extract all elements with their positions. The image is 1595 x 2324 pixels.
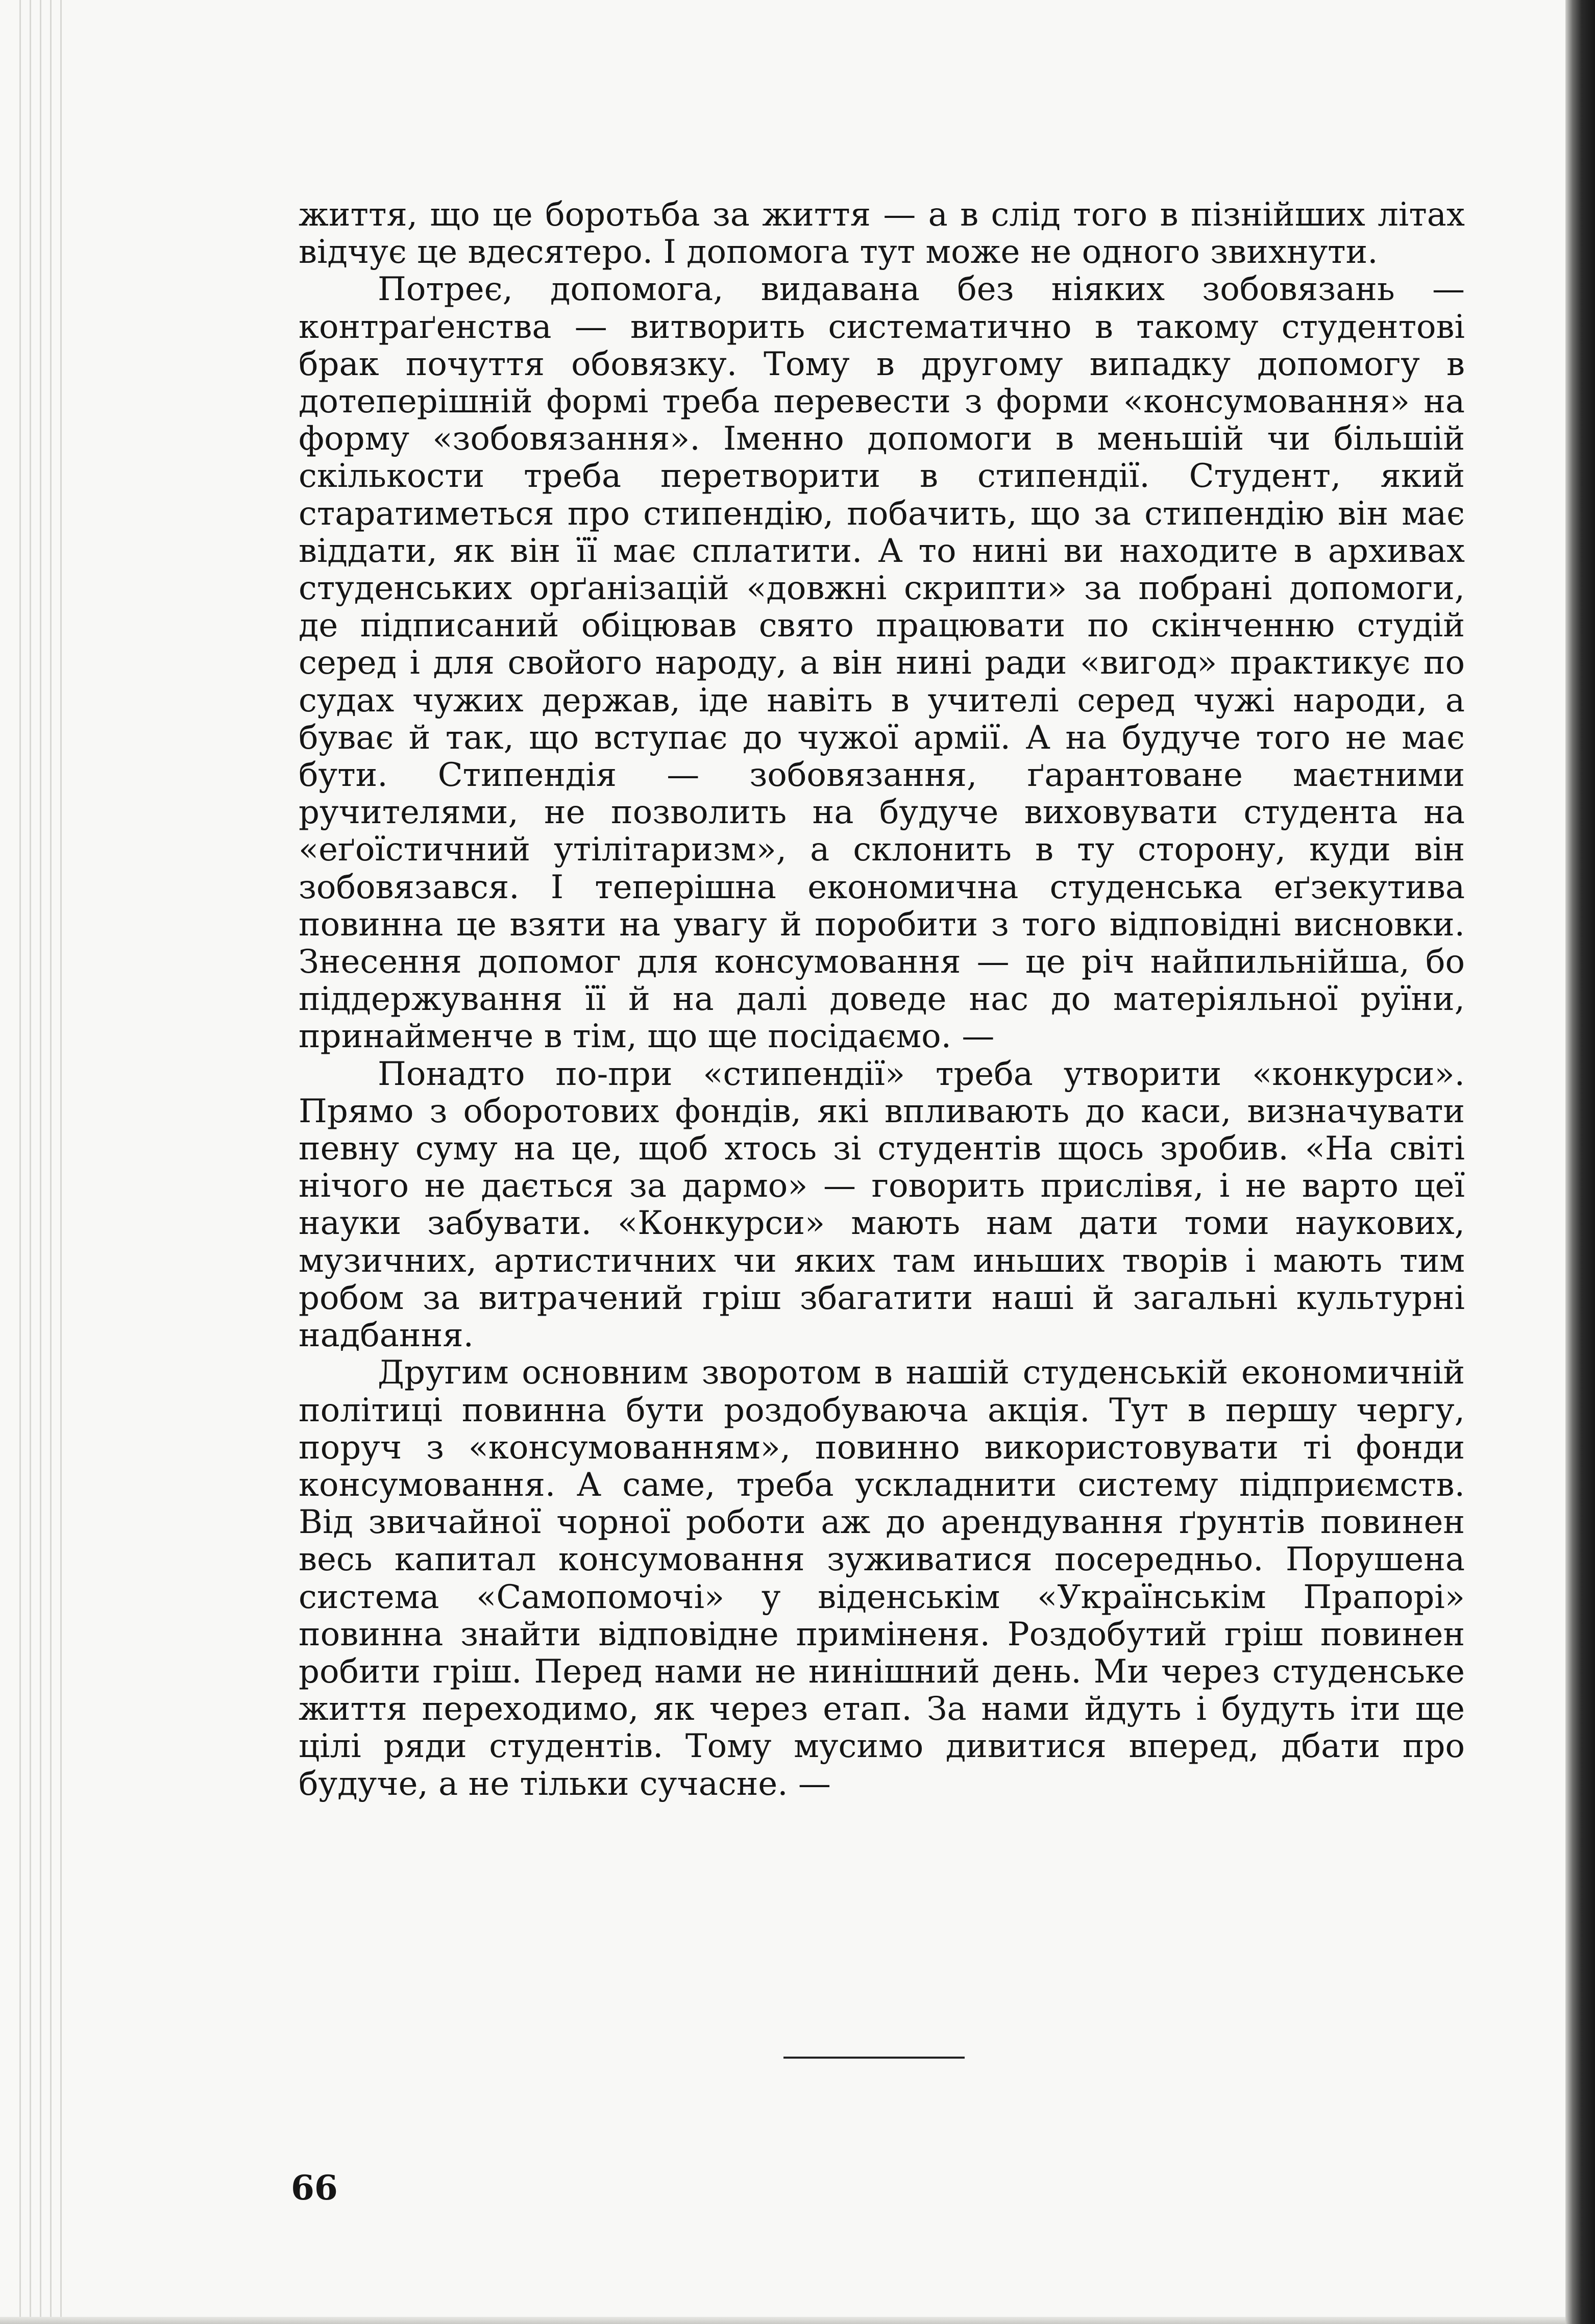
paragraph: Понадто по-при «стипендії» треба утворити «конкурси». Прямо з оборотових фондів, які впливають до каси, визначувати певну суму на це, щоб хтось зі студентів щось зробив. «На світі нічого не дається за дармо» — говорить прислівя, і не варто цеї науки забувати. «Конкурси» мають нам дати томи наукових, музичних, артистичних чи яких там иньших творів і мають тим робом за витрачений гріш збагатити наші й загальні культурні надбання. bbox=[299, 1055, 1465, 1355]
paragraph: Другим основним зворотом в нашій студенській економичній політиці повинна бути роздобуваюча акція. Тут в першу чергу, поруч з «консумованням», повинно використовувати ті фонди консумовання. А саме, треба ускладнити систему підприємств. Від звичайної чорної роботи аж до арендування ґрунтів повинен весь капитал консумовання зуживатися посередньо. Порушена система «Самопомочі» у віденськім «Українськім Прапорі» повинна знайти відповідне приміненя. Роздобутий гріш повинен робити гріш. Перед нами не нинішний день. Ми через студенське життя переходимо, як через етап. За нами йдуть і будуть іти ще цілі ряди студентів. Тому мусимо дивитися вперед, дбати про будуче, а не тільки сучасне. — bbox=[299, 1354, 1465, 1803]
page-stack-edge bbox=[19, 0, 21, 2324]
paragraph: Потреє, допомога, видавана без ніяких зобовязань — контраґенства — витворить систематично в такому студентові брак почуття обовязку. Тому в другому випадку допомогу в дотеперішній формі треба перевести з форми «консумовання» на форму «зобовязання». Іменно допомоги в меньшій чи більшій скількости треба перетворити в стипендії. Студент, який старатиметься про стипендію, побачить, що за стипендію він має віддати, як він її має сплатити. А то нині ви находите в архивах студенських орґанізацій «довжні скрипти» за побрані допомоги, де підписаний обіцював свято працювати по скінченню студій серед і для свойого народу, а він нині ради «вигод» практикує по судах чужих держав, іде навіть в учителі серед чужі народи, а буває й так, що вступає до чужої армії. А на будуче того не має бути. Стипендія — зобовязання, ґарантоване маєтними ручителями, не позволить на будуче виховувати студента на «еґоїстичний утілітаризм», а склонить в ту сторону, куди він зобовязався. І теперішна економична студенська еґзекутива повинна це взяти на увагу й поробити з того відповідні висновки. Знесення допомог для консумовання — це річ найпильнійша, бо піддержування її й на далі доведе нас до матеріяльної руїни, принайменче в тім, що ще посідаємо. — bbox=[299, 270, 1465, 1056]
page-stack-edge bbox=[50, 0, 52, 2324]
book-binding-shadow bbox=[1565, 0, 1595, 2324]
page-stack-edge bbox=[30, 0, 31, 2324]
body-text bbox=[299, 196, 1465, 1803]
section-end-rule bbox=[783, 2057, 965, 2059]
page-stack-edge bbox=[40, 0, 41, 2324]
paragraph-continuation: життя, що це боротьба за життя — а в слід того в пізнійших літах відчує це вдесятеро. І допомога тут може не одного звихнути. bbox=[299, 196, 1465, 271]
page-number: 66 bbox=[291, 2168, 338, 2208]
page-stack-edge bbox=[60, 0, 62, 2324]
page-bottom-edge bbox=[0, 2317, 1565, 2324]
